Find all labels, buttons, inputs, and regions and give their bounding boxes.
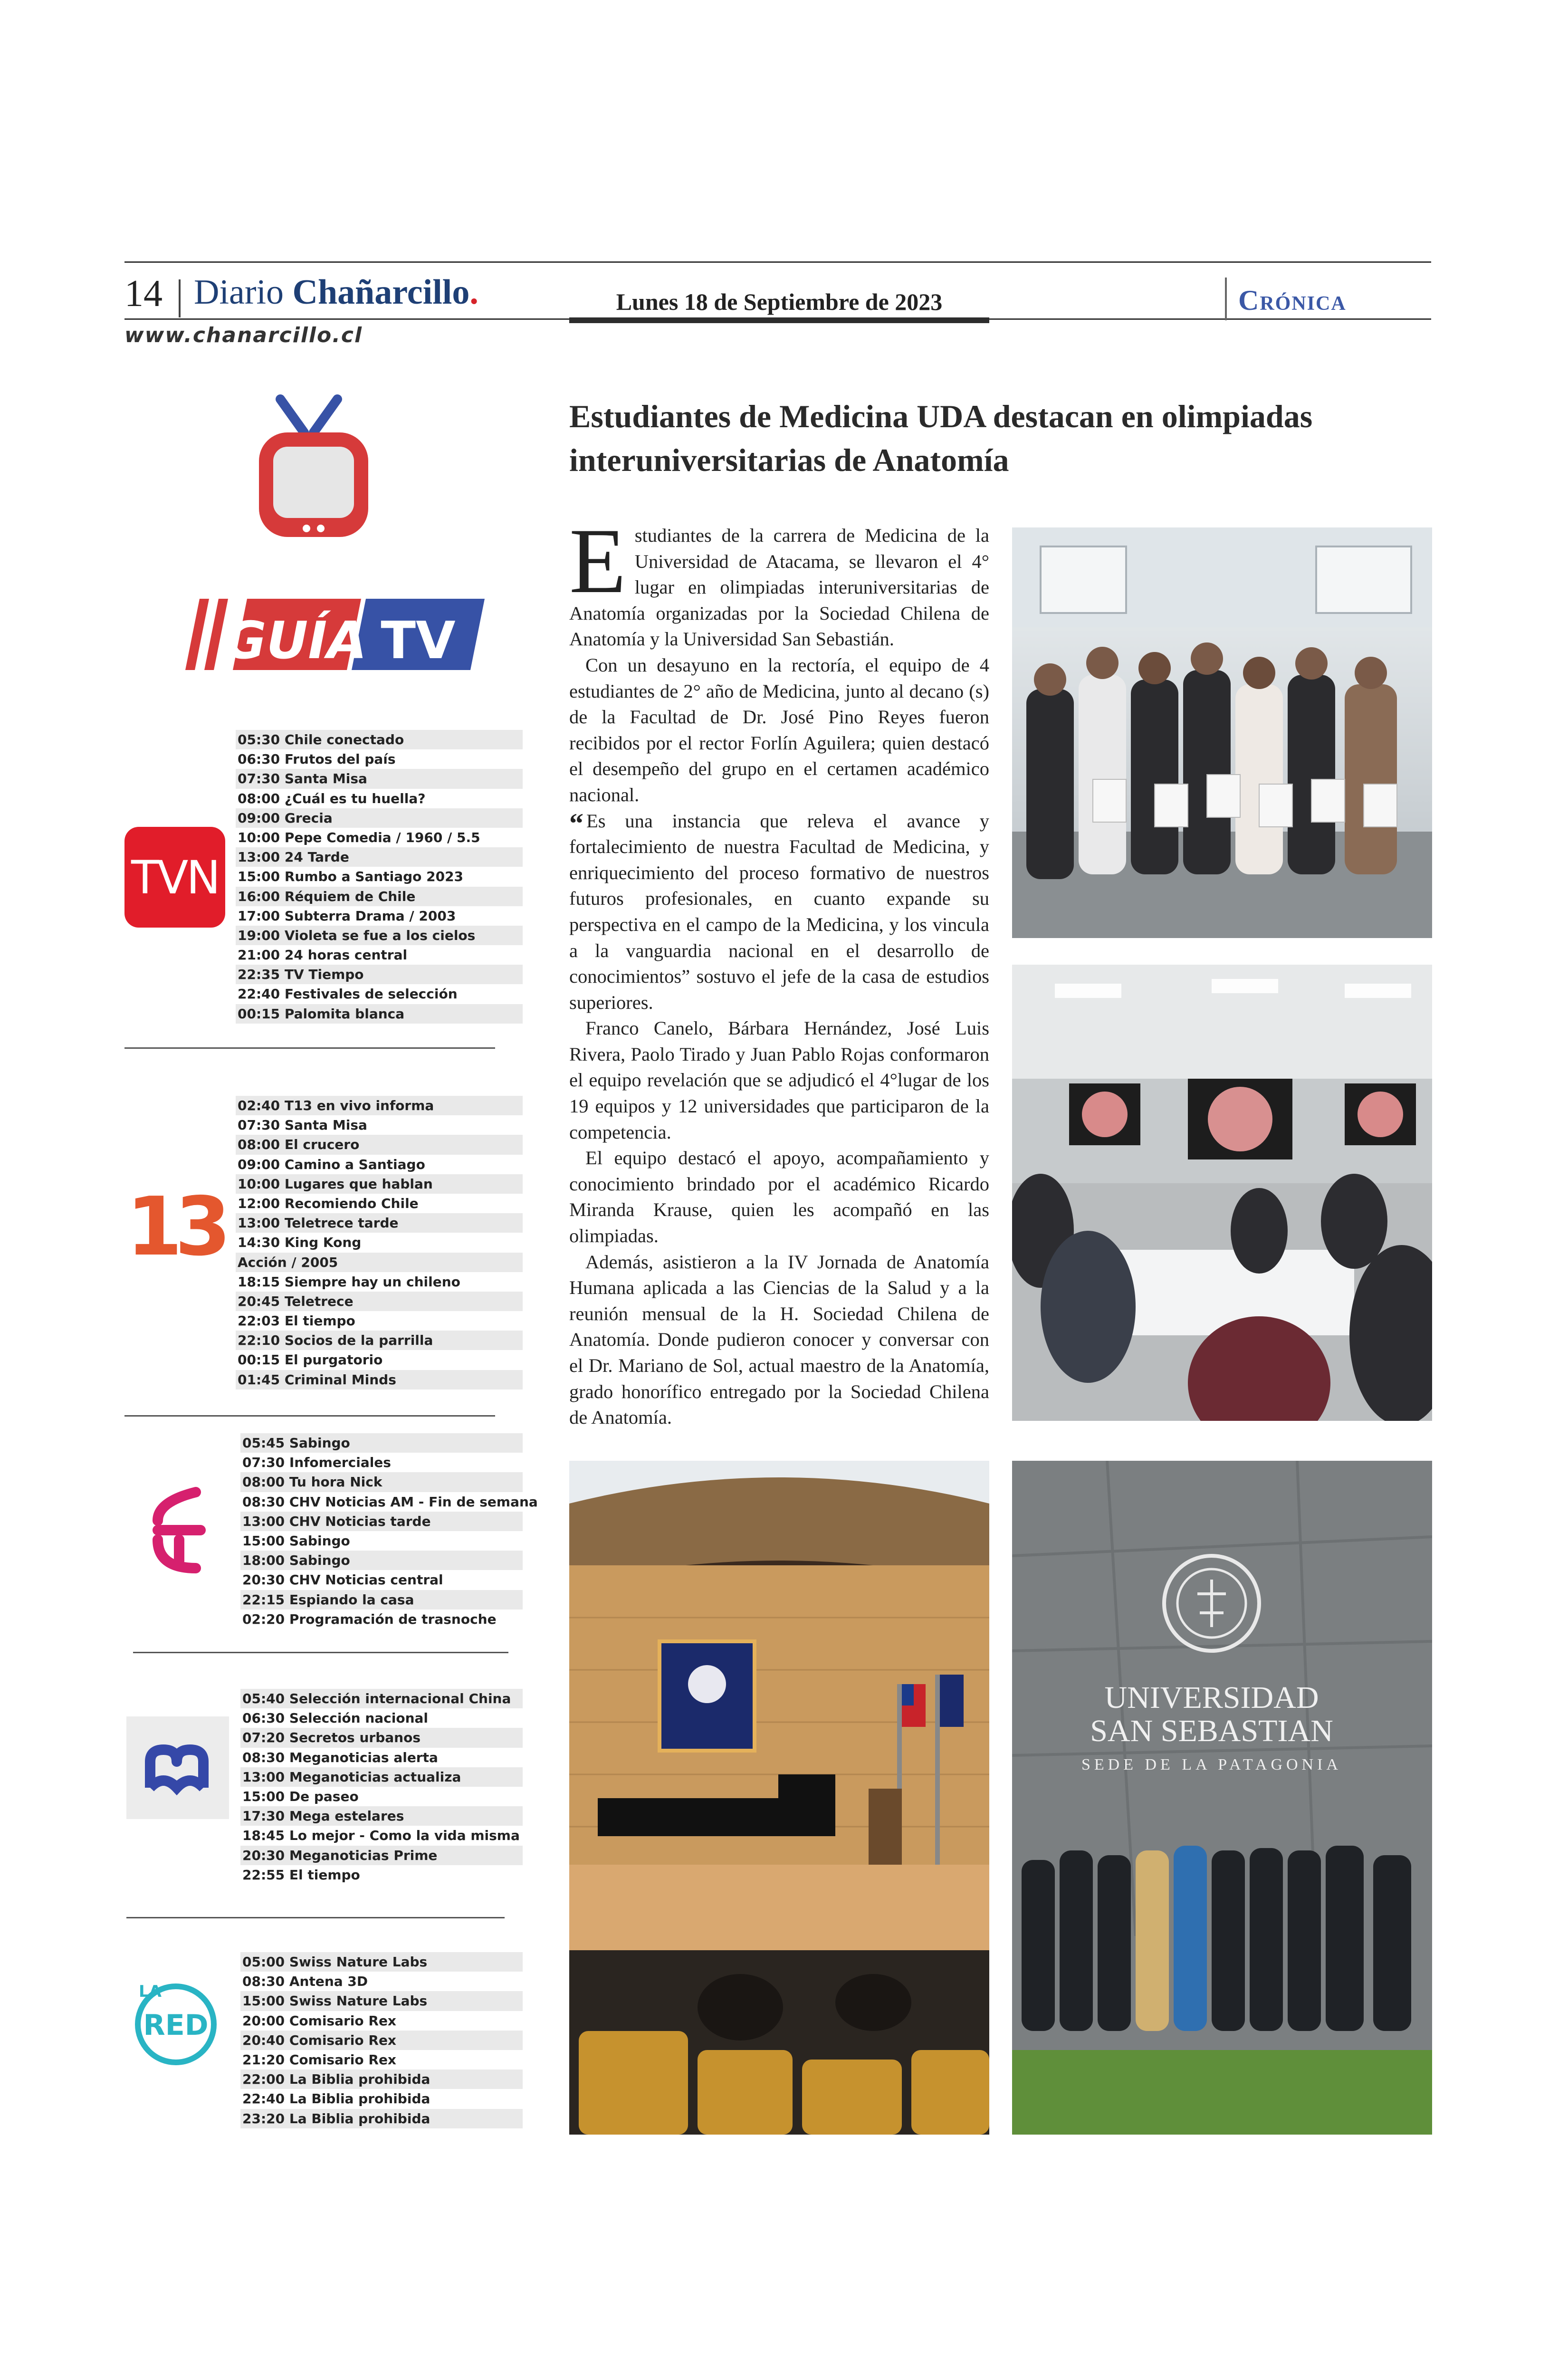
schedule-item: 05:30 Chile conectado xyxy=(236,730,523,749)
chv-schedule xyxy=(240,1433,538,1629)
schedule-item: 15:00 De paseo xyxy=(240,1787,523,1806)
schedule-item: 07:30 Santa Misa xyxy=(236,1115,523,1135)
schedule-item: 08:00 El crucero xyxy=(236,1135,523,1154)
lared-schedule xyxy=(240,1952,523,2128)
photo-classroom-image xyxy=(1012,965,1432,1421)
schedule-item: 15:00 Rumbo a Santiago 2023 xyxy=(236,867,523,886)
photo-auditorium xyxy=(569,1461,989,2135)
schedule-item: 00:15 El purgatorio xyxy=(236,1350,523,1370)
schedule-item: 05:00 Swiss Nature Labs xyxy=(240,1952,523,1972)
section-label: Crónica xyxy=(1238,285,1347,316)
schedule-item: 22:10 Socios de la parrilla xyxy=(236,1331,523,1350)
tvn-logo-text: TVN xyxy=(131,851,219,904)
schedule-item: 22:03 El tiempo xyxy=(236,1311,523,1331)
newspaper-brand xyxy=(194,275,478,310)
schedule-item: 13:00 CHV Noticias tarde xyxy=(240,1512,523,1531)
p3-text: Es una instancia que releva el avance y fortalecimiento de nuestra Facultad de Medicina, y enriquecimiento del proceso formativo de nuestros futuros profesionales, en cuanto expande su perspectiva en el campo de la Medicina, y los vincula a la vanguardia nacional en el desarrollo de conocimientos” sostuvo el jefe de la casa de estudios superiores. xyxy=(569,810,989,1013)
sign-line-2: SAN SEBASTIAN xyxy=(1090,1714,1333,1748)
schedule-item: 02:40 T13 en vivo informa xyxy=(236,1096,523,1115)
brand-bold: Chañarcillo xyxy=(292,273,470,312)
schedule-item: 21:20 Comisario Rex xyxy=(240,2050,523,2069)
article-paragraph-5: El equipo destacó el apoyo, acompañamiento y conocimiento brindado por el académico Ricardo Miranda Krause, quien les acompañó en las olimpiadas. xyxy=(569,1147,989,1247)
drop-cap: E xyxy=(569,509,626,613)
canal13-logo xyxy=(124,1183,225,1269)
schedule-item: 21:00 24 horas central xyxy=(236,945,523,965)
tvn-logo xyxy=(124,827,225,928)
photo-classroom xyxy=(1012,965,1432,1421)
schedule-item: 00:15 Palomita blanca xyxy=(236,1004,523,1024)
mega-schedule xyxy=(240,1689,523,1885)
schedule-item: 22:35 TV Tiempo xyxy=(236,965,523,984)
article-paragraph-6: Además, asistieron a la IV Jornada de Anatomía Humana aplicada a las Ciencias de la Salud y a la reunión mensual de la H. Sociedad Chilena de Anatomía. Donde pudieron conocer y conversar con el Dr. Mariano de Sol, actual maestro de la Anatomía, grado honorífico entregado por la Sociedad Chilena de Anatomía. xyxy=(569,1251,989,1428)
schedule-item: 08:00 Tu hora Nick xyxy=(240,1472,523,1492)
photo-university-sign xyxy=(1012,1461,1432,2135)
schedule-item: 06:30 Frutos del país xyxy=(236,749,523,769)
schedule-item: 17:00 Subterra Drama / 2003 xyxy=(236,906,523,926)
schedule-item: 01:45 Criminal Minds xyxy=(236,1370,523,1389)
schedule-item: 20:30 Meganoticias Prime xyxy=(240,1846,523,1865)
photo-university-sign-image xyxy=(1012,1461,1432,2135)
schedule-item: 13:00 24 Tarde xyxy=(236,847,523,867)
brand-light: Diario xyxy=(194,273,293,312)
schedule-item: 05:40 Selección internacional China xyxy=(240,1689,523,1708)
guia-word: GUÍA xyxy=(224,611,367,671)
schedule-item: 10:00 Pepe Comedia / 1960 / 5.5 xyxy=(236,828,523,847)
schedule-item: 09:00 Camino a Santiago xyxy=(236,1155,523,1174)
lared-logo-small: LA xyxy=(139,1982,162,2001)
chv-logo xyxy=(148,1483,210,1578)
date-underline xyxy=(569,317,989,323)
schedule-item: 19:00 Violeta se fue a los cielos xyxy=(236,926,523,945)
photo-auditorium-image xyxy=(569,1461,989,2135)
brand-dot: . xyxy=(469,273,478,312)
schedule-item: 18:00 Sabingo xyxy=(240,1551,523,1570)
schedule-item: 17:30 Mega estelares xyxy=(240,1806,523,1826)
schedule-item: 07:30 Infomerciales xyxy=(240,1453,523,1472)
sign-line-1: UNIVERSIDAD xyxy=(1104,1680,1319,1715)
schedule-item: 15:00 Swiss Nature Labs xyxy=(240,1991,523,2011)
schedule-item: 15:00 Sabingo xyxy=(240,1531,523,1551)
schedule-item: 10:00 Lugares que hablan xyxy=(236,1174,523,1194)
schedule-item: 09:00 Grecia xyxy=(236,808,523,828)
photo-team-group xyxy=(1012,527,1432,938)
canal13-logo-icon xyxy=(124,1183,225,1269)
article-headline: Estudiantes de Medicina UDA destacan en olimpiadas interuniversitarias de Anatomía xyxy=(569,398,1313,478)
article-paragraph-1 xyxy=(569,509,989,652)
schedule-item: 16:00 Réquiem de Chile xyxy=(236,887,523,906)
website-url: www.chanarcillo.cl xyxy=(124,323,363,347)
p1-text: studiantes de la carrera de Medicina de la Universidad de Atacama, se llevaron el 4° lugar en olimpiadas interuniversitarias de Anatomía organizadas por la Sociedad Chilena de Anatomía y la Universidad San Sebastián. xyxy=(569,525,989,650)
chv-logo-icon xyxy=(148,1483,210,1578)
canal13-schedule xyxy=(236,1096,523,1389)
divider-4 xyxy=(126,1917,505,1918)
schedule-item: 20:30 CHV Noticias central xyxy=(240,1570,523,1590)
quote-mark-icon: “ xyxy=(569,807,583,839)
schedule-item: 20:00 Comisario Rex xyxy=(240,2011,523,2031)
tv-word: TV xyxy=(381,611,456,671)
schedule-item: 13:00 Meganoticias actualiza xyxy=(240,1767,523,1787)
header-top-rule xyxy=(124,261,1431,263)
schedule-item: 06:30 Selección nacional xyxy=(240,1708,523,1728)
schedule-item: 22:00 La Biblia prohibida xyxy=(240,2069,523,2089)
article-paragraph-2: Con un desayuno en la rectoría, el equipo de 4 estudiantes de 2° año de Medicina, junto al decano (s) de la Facultad de Dr. José Pino Reyes fueron recibidos por el rector Forlín Aguilera; quien destacó el desempeño del grupo en el certamen académico nacional. xyxy=(569,654,989,805)
schedule-item: 08:30 Antena 3D xyxy=(240,1972,523,1991)
issue-date: Lunes 18 de Septiembre de 2023 xyxy=(616,288,943,315)
schedule-item: 18:15 Siempre hay un chileno xyxy=(236,1272,523,1292)
guia-tv-logo xyxy=(181,394,489,680)
schedule-item: 22:40 Festivales de selección xyxy=(236,984,523,1004)
schedule-item: 08:30 CHV Noticias AM - Fin de semana xyxy=(240,1492,523,1512)
schedule-item: 18:45 Lo mejor - Como la vida misma xyxy=(240,1826,523,1845)
article-paragraph-3 xyxy=(569,808,989,1016)
sign-line-3: SEDE DE LA PATAGONIA xyxy=(1081,1756,1342,1773)
mega-logo-text: Mega xyxy=(175,1812,181,1814)
page-number: 14 xyxy=(124,273,163,315)
schedule-item: 20:45 Teletrece xyxy=(236,1292,523,1311)
lared-logo-big: RED xyxy=(143,2009,209,2042)
article-paragraph-4: Franco Canelo, Bárbara Hernández, José Luis Rivera, Paolo Tirado y Juan Pablo Rojas conformaron el equipo revelación que se adjudicó el 4°lugar de los 19 equipos y 12 universidades que participaron de la competencia. xyxy=(569,1017,989,1143)
divider-3 xyxy=(133,1652,508,1653)
schedule-item: 20:40 Comisario Rex xyxy=(240,2031,523,2050)
schedule-item: 13:00 Teletrece tarde xyxy=(236,1213,523,1233)
schedule-item: Acción / 2005 xyxy=(236,1253,523,1272)
schedule-item: 08:30 Meganoticias alerta xyxy=(240,1748,523,1767)
schedule-item: 14:30 King Kong xyxy=(236,1233,523,1252)
page-number-divider xyxy=(179,279,181,317)
photo-team-group-image xyxy=(1012,527,1432,938)
article-body xyxy=(569,509,989,1431)
schedule-item: 22:15 Espiando la casa xyxy=(240,1590,523,1610)
schedule-item: 02:20 Programación de trasnoche xyxy=(240,1610,523,1629)
canal13-logo-text: 13 xyxy=(126,1183,224,1269)
schedule-item: 22:55 El tiempo xyxy=(240,1865,523,1885)
mega-logo xyxy=(126,1716,229,1819)
tvn-schedule xyxy=(236,730,523,1024)
schedule-item: 07:30 Santa Misa xyxy=(236,769,523,788)
schedule-item: 08:00 ¿Cuál es tu huella? xyxy=(236,789,523,808)
divider-2 xyxy=(124,1415,495,1417)
schedule-item: 12:00 Recomiendo Chile xyxy=(236,1194,523,1213)
schedule-item: 22:40 La Biblia prohibida xyxy=(240,2089,523,2108)
tvn-logo-icon xyxy=(124,827,225,928)
schedule-item: 23:20 La Biblia prohibida xyxy=(240,2109,523,2128)
lared-logo xyxy=(124,1977,220,2067)
section-divider xyxy=(1225,278,1227,320)
schedule-item: 07:20 Secretos urbanos xyxy=(240,1728,523,1747)
mega-logo-icon xyxy=(126,1716,229,1819)
tv-set-icon xyxy=(181,394,489,680)
lared-logo-icon xyxy=(124,1977,220,2067)
divider-1 xyxy=(124,1047,495,1049)
schedule-item: 05:45 Sabingo xyxy=(240,1433,523,1453)
